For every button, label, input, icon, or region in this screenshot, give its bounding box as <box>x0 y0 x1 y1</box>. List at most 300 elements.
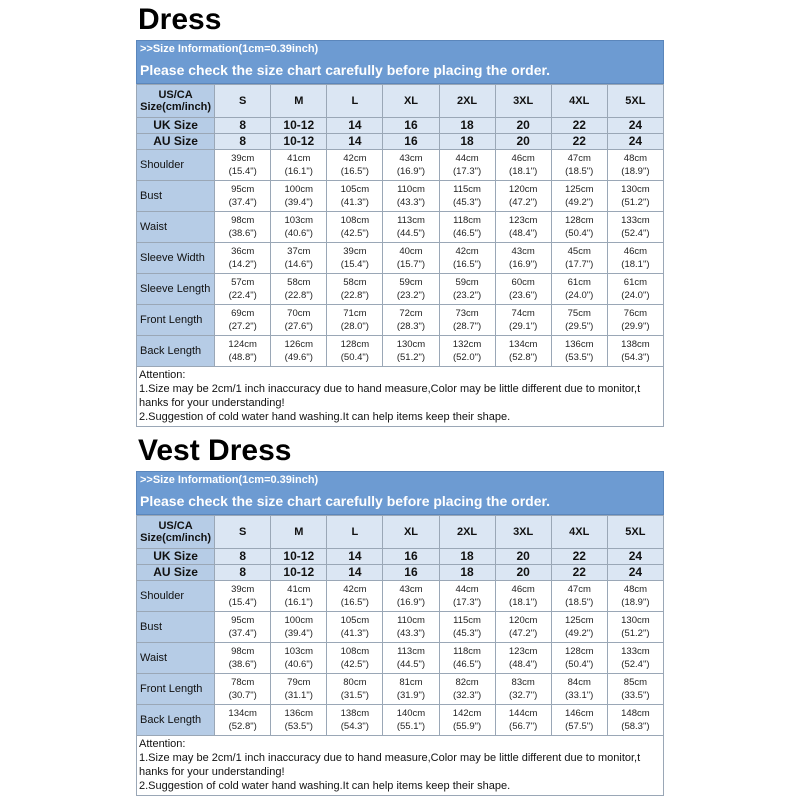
measurement-inch: (41.3") <box>340 197 369 208</box>
size-column-header: M <box>271 516 327 549</box>
size-cell: 24 <box>607 565 663 581</box>
size-cell: 22 <box>551 118 607 134</box>
measurement-cm: 72cm <box>399 308 423 319</box>
measurement-cell <box>215 643 271 674</box>
measurement-cm: 47cm <box>567 584 591 595</box>
measurement-inch: (52.8") <box>509 352 538 363</box>
measurement-cm: 138cm <box>621 339 650 350</box>
size-info-banner <box>136 40 664 84</box>
measurement-cm: 58cm <box>287 277 311 288</box>
measurement-cm: 82cm <box>455 677 479 688</box>
measurement-cm: 130cm <box>621 184 650 195</box>
measurement-cm: 124cm <box>228 339 257 350</box>
measurement-cell <box>439 305 495 336</box>
measurement-inch: (17.7") <box>565 259 594 270</box>
measurement-inch: (46.5") <box>452 228 482 239</box>
measurement-cell <box>495 243 551 274</box>
measurement-row <box>137 212 664 243</box>
measurement-cell <box>215 581 271 612</box>
measurement-cm: 61cm <box>623 277 648 288</box>
attention-line: Attention: <box>139 369 186 381</box>
measurement-row <box>137 150 664 181</box>
uk-size-row <box>137 549 664 565</box>
measurement-label: Back Length <box>137 705 215 736</box>
measurement-inch: (22.4") <box>228 290 257 301</box>
measurement-inch: (16.9") <box>396 597 426 608</box>
measurement-cm: 110cm <box>397 184 425 195</box>
measurement-cell <box>271 705 327 736</box>
measurement-cell <box>551 150 607 181</box>
measurement-cell <box>551 612 607 643</box>
measurement-cm: 71cm <box>343 308 367 319</box>
measurement-cell <box>439 150 495 181</box>
measurement-cm: 128cm <box>564 215 594 226</box>
size-column-header: 2XL <box>439 85 495 118</box>
measurement-label: Bust <box>137 181 215 212</box>
measurement-cell <box>495 705 551 736</box>
measurement-inch: (52.0") <box>452 352 482 363</box>
measurement-cell <box>551 305 607 336</box>
measurement-cell <box>607 705 663 736</box>
measurement-cell <box>607 150 663 181</box>
measurement-cm: 113cm <box>397 646 425 657</box>
measurement-cell <box>607 674 663 705</box>
measurement-inch: (44.5") <box>396 659 426 670</box>
measurement-cm: 118cm <box>453 215 481 226</box>
measurement-inch: (23.6") <box>509 290 538 301</box>
measurement-cm: 103cm <box>284 215 314 226</box>
measurement-cm: 39cm <box>231 153 255 164</box>
measurement-cell <box>271 243 327 274</box>
measurement-inch: (51.2") <box>621 197 650 208</box>
measurement-cm: 132cm <box>452 339 482 350</box>
size-cell: 14 <box>327 549 383 565</box>
attention-line: hanks for your understanding! <box>139 766 285 778</box>
measurement-cm: 48cm <box>623 153 648 164</box>
measurement-cm: 108cm <box>340 646 370 657</box>
measurement-cm: 138cm <box>340 708 370 719</box>
measurement-inch: (16.5") <box>340 166 369 177</box>
measurement-cm: 118cm <box>453 646 481 657</box>
size-cell: 8 <box>215 565 271 581</box>
measurement-inch: (23.2") <box>396 290 426 301</box>
measurement-cell <box>327 705 383 736</box>
measurement-cell <box>439 274 495 305</box>
measurement-cm: 42cm <box>455 246 479 257</box>
size-column-header: 4XL <box>551 516 607 549</box>
measurement-inch: (33.1") <box>565 690 594 701</box>
measurement-cm: 123cm <box>508 215 538 226</box>
measurement-cell <box>383 336 439 367</box>
measurement-label: Shoulder <box>137 150 215 181</box>
size-info-banner <box>136 471 664 515</box>
attention-line: 1.Size may be 2cm/1 inch inaccuracy due to hand measure,Color may be little different due to monitor,t <box>139 383 641 395</box>
measurement-cm: 69cm <box>231 308 255 319</box>
measurement-inch: (32.7") <box>509 690 538 701</box>
size-cell: 24 <box>607 118 663 134</box>
measurement-cell <box>607 643 663 674</box>
measurement-cm: 98cm <box>231 215 255 226</box>
measurement-cell <box>383 581 439 612</box>
measurement-cm: 130cm <box>396 339 426 350</box>
measurement-inch: (16.5") <box>340 597 369 608</box>
measurement-cm: 140cm <box>396 708 426 719</box>
size-cell: 8 <box>215 118 271 134</box>
measurement-cell <box>495 305 551 336</box>
measurement-cm: 36cm <box>231 246 255 257</box>
measurement-cm: 44cm <box>455 584 479 595</box>
measurement-inch: (57.5") <box>565 721 594 732</box>
measurement-inch: (43.3") <box>396 628 426 639</box>
measurement-inch: (14.2") <box>228 259 257 270</box>
measurement-inch: (37.4") <box>228 197 257 208</box>
measurement-cm: 42cm <box>343 584 367 595</box>
measurement-cm: 98cm <box>231 646 255 657</box>
measurement-cm: 44cm <box>455 153 479 164</box>
measurement-cm: 144cm <box>508 708 538 719</box>
measurement-cm: 61cm <box>567 277 591 288</box>
measurement-cell <box>271 150 327 181</box>
measurement-inch: (54.3") <box>621 352 650 363</box>
measurement-inch: (38.6") <box>228 228 257 239</box>
measurement-inch: (31.1") <box>284 690 313 701</box>
measurement-cell <box>327 181 383 212</box>
measurement-cm: 45cm <box>567 246 591 257</box>
measurement-cm: 60cm <box>511 277 535 288</box>
measurement-cm: 125cm <box>564 615 594 626</box>
size-cell: 16 <box>383 549 439 565</box>
measurement-cm: 42cm <box>343 153 367 164</box>
measurement-cm: 142cm <box>452 708 482 719</box>
measurement-cm: 80cm <box>343 677 367 688</box>
measurement-inch: (37.4") <box>228 628 257 639</box>
measurement-cell <box>327 643 383 674</box>
measurement-inch: (51.2") <box>621 628 650 639</box>
size-cell: 18 <box>439 134 495 150</box>
measurement-cell <box>495 274 551 305</box>
measurement-row <box>137 612 664 643</box>
size-header-row <box>137 516 664 549</box>
measurement-cell <box>495 643 551 674</box>
measurement-cm: 128cm <box>340 339 370 350</box>
measurement-cell <box>551 643 607 674</box>
measurement-cell <box>383 243 439 274</box>
size-row-label: UK Size <box>137 118 215 134</box>
size-column-header: S <box>215 85 271 118</box>
measurement-cell <box>383 212 439 243</box>
measurement-cell <box>215 705 271 736</box>
measurement-label: Sleeve Width <box>137 243 215 274</box>
measurement-cell <box>383 612 439 643</box>
measurement-inch: (51.2") <box>396 352 426 363</box>
measurement-inch: (39.4") <box>284 197 313 208</box>
measurement-inch: (50.4") <box>565 659 594 670</box>
size-check-notice: Please check the size chart carefully before placing the order. <box>140 493 551 509</box>
measurement-cell <box>215 674 271 705</box>
measurement-cm: 115cm <box>453 184 481 195</box>
size-cell: 18 <box>439 118 495 134</box>
size-column-header: 3XL <box>495 516 551 549</box>
measurement-cm: 74cm <box>511 308 535 319</box>
measurement-cell <box>495 674 551 705</box>
measurement-cm: 123cm <box>508 646 538 657</box>
measurement-cm: 85cm <box>623 677 648 688</box>
measurement-cm: 136cm <box>564 339 594 350</box>
measurement-label: Waist <box>137 212 215 243</box>
measurement-inch: (30.7") <box>228 690 257 701</box>
measurement-cm: 39cm <box>231 584 255 595</box>
attention-line: 1.Size may be 2cm/1 inch inaccuracy due to hand measure,Color may be little different due to monitor,t <box>139 752 641 764</box>
measurement-cm: 130cm <box>621 615 650 626</box>
measurement-cm: 57cm <box>231 277 255 288</box>
size-info-line: >>Size Information(1cm=0.39inch) <box>140 43 319 55</box>
vest-dress-title: Vest Dress <box>138 434 292 467</box>
measurement-cell <box>439 212 495 243</box>
size-cell: 10-12 <box>271 118 327 134</box>
measurement-cm: 100cm <box>284 615 314 626</box>
measurement-cell <box>327 150 383 181</box>
measurement-cm: 37cm <box>287 246 311 257</box>
measurement-cm: 120cm <box>508 184 538 195</box>
measurement-cell <box>271 581 327 612</box>
measurement-inch: (43.3") <box>396 197 426 208</box>
measurement-cm: 110cm <box>397 615 425 626</box>
measurement-inch: (18.9") <box>621 597 650 608</box>
measurement-inch: (45.3") <box>452 628 482 639</box>
measurement-inch: (32.3") <box>452 690 482 701</box>
measurement-cm: 46cm <box>511 153 535 164</box>
measurement-cm: 103cm <box>284 646 314 657</box>
measurement-cell <box>383 705 439 736</box>
measurement-inch: (28.3") <box>396 321 426 332</box>
measurement-cm: 41cm <box>287 584 311 595</box>
size-table <box>136 515 664 736</box>
measurement-cm: 81cm <box>399 677 423 688</box>
measurement-cell <box>495 181 551 212</box>
measurement-inch: (41.3") <box>340 628 369 639</box>
au-size-row <box>137 565 664 581</box>
measurement-cm: 113cm <box>397 215 425 226</box>
measurement-inch: (54.3") <box>340 721 369 732</box>
measurement-label: Front Length <box>137 305 215 336</box>
measurement-inch: (24.0") <box>565 290 594 301</box>
measurement-inch: (49.2") <box>565 628 594 639</box>
measurement-inch: (16.5") <box>452 259 482 270</box>
measurement-inch: (16.9") <box>396 166 426 177</box>
size-column-header: 3XL <box>495 85 551 118</box>
measurement-cell <box>215 336 271 367</box>
size-column-header: M <box>271 85 327 118</box>
measurement-cm: 73cm <box>455 308 479 319</box>
measurement-inch: (23.2") <box>452 290 482 301</box>
measurement-cm: 95cm <box>231 615 255 626</box>
dress-title: Dress <box>138 3 222 36</box>
measurement-cell <box>383 305 439 336</box>
measurement-inch: (53.5") <box>284 721 313 732</box>
size-cell: 22 <box>551 134 607 150</box>
size-cell: 20 <box>495 118 551 134</box>
measurement-cm: 120cm <box>508 615 538 626</box>
measurement-inch: (58.3") <box>621 721 650 732</box>
measurement-cell <box>495 612 551 643</box>
measurement-cm: 46cm <box>511 584 535 595</box>
measurement-inch: (15.4") <box>228 166 257 177</box>
measurement-label: Sleeve Length <box>137 274 215 305</box>
measurement-cell <box>271 612 327 643</box>
measurement-inch: (46.5") <box>452 659 482 670</box>
measurement-inch: (18.5") <box>565 597 594 608</box>
measurement-cm: 146cm <box>564 708 594 719</box>
measurement-cell <box>383 181 439 212</box>
measurement-cm: 133cm <box>621 215 650 226</box>
measurement-inch: (18.1") <box>509 166 538 177</box>
measurement-cell <box>495 581 551 612</box>
measurement-cm: 43cm <box>399 153 423 164</box>
measurement-cm: 134cm <box>508 339 538 350</box>
measurement-inch: (29.5") <box>565 321 594 332</box>
measurement-inch: (27.2") <box>228 321 257 332</box>
measurement-inch: (29.9") <box>621 321 650 332</box>
measurement-inch: (48.4") <box>509 228 538 239</box>
measurement-cell <box>327 212 383 243</box>
size-row-label: AU Size <box>137 565 215 581</box>
measurement-cell <box>551 274 607 305</box>
measurement-cm: 76cm <box>623 308 648 319</box>
attention-note <box>136 367 664 427</box>
measurement-cm: 46cm <box>623 246 648 257</box>
measurement-cm: 83cm <box>511 677 535 688</box>
measurement-inch: (18.5") <box>565 166 594 177</box>
measurement-cell <box>215 305 271 336</box>
size-cell: 18 <box>439 549 495 565</box>
measurement-inch: (52.8") <box>228 721 257 732</box>
size-column-header: 5XL <box>607 85 663 118</box>
measurement-cell <box>551 581 607 612</box>
measurement-cell <box>551 705 607 736</box>
measurement-cm: 58cm <box>343 277 367 288</box>
measurement-inch: (18.1") <box>621 259 650 270</box>
measurement-cm: 59cm <box>399 277 423 288</box>
measurement-inch: (47.2") <box>509 197 538 208</box>
measurement-inch: (42.5") <box>340 228 369 239</box>
size-column-header: 2XL <box>439 516 495 549</box>
measurement-cell <box>551 336 607 367</box>
measurement-row <box>137 581 664 612</box>
measurement-inch: (47.2") <box>509 628 538 639</box>
uk-size-row <box>137 118 664 134</box>
size-column-header: S <box>215 516 271 549</box>
measurement-inch: (24.0") <box>621 290 650 301</box>
measurement-cm: 78cm <box>231 677 255 688</box>
measurement-cm: 59cm <box>455 277 479 288</box>
measurement-label: Front Length <box>137 674 215 705</box>
measurement-cell <box>439 336 495 367</box>
size-column-header: 5XL <box>607 516 663 549</box>
measurement-inch: (27.6") <box>284 321 313 332</box>
size-cell: 20 <box>495 549 551 565</box>
attention-line: hanks for your understanding! <box>139 397 285 409</box>
measurement-cell <box>215 181 271 212</box>
size-row-label: AU Size <box>137 134 215 150</box>
measurement-cell <box>383 274 439 305</box>
measurement-inch: (16.9") <box>509 259 538 270</box>
measurement-inch: (33.5") <box>621 690 650 701</box>
measurement-cm: 125cm <box>564 184 594 195</box>
measurement-inch: (16.1") <box>284 166 313 177</box>
measurement-cell <box>607 612 663 643</box>
measurement-inch: (44.5") <box>396 228 426 239</box>
measurement-row <box>137 243 664 274</box>
size-cell: 20 <box>495 134 551 150</box>
measurement-cell <box>215 150 271 181</box>
attention-line: 2.Suggestion of cold water hand washing.It can help items keep their shape. <box>139 780 511 792</box>
measurement-cm: 79cm <box>287 677 311 688</box>
measurement-cell <box>327 612 383 643</box>
measurement-inch: (50.4") <box>340 352 369 363</box>
measurement-cm: 70cm <box>287 308 311 319</box>
measurement-cm: 40cm <box>399 246 423 257</box>
measurement-cm: 75cm <box>567 308 591 319</box>
size-cell: 10-12 <box>271 134 327 150</box>
measurement-row <box>137 643 664 674</box>
measurement-inch: (31.9") <box>396 690 426 701</box>
measurement-row <box>137 336 664 367</box>
size-cell: 14 <box>327 134 383 150</box>
measurement-inch: (49.6") <box>284 352 313 363</box>
measurement-inch: (29.1") <box>509 321 538 332</box>
measurement-cell <box>439 643 495 674</box>
measurement-cell <box>271 305 327 336</box>
measurement-inch: (53.5") <box>565 352 594 363</box>
measurement-label: Waist <box>137 643 215 674</box>
measurement-inch: (14.6") <box>284 259 313 270</box>
measurement-inch: (50.4") <box>565 228 594 239</box>
measurement-cell <box>495 150 551 181</box>
size-cell: 16 <box>383 565 439 581</box>
size-row-label: UK Size <box>137 549 215 565</box>
measurement-label: Shoulder <box>137 581 215 612</box>
measurement-inch: (18.9") <box>621 166 650 177</box>
measurement-row <box>137 705 664 736</box>
size-cell: 14 <box>327 118 383 134</box>
vest-dress-size-chart <box>136 471 664 796</box>
measurement-cell <box>439 705 495 736</box>
attention-line: Attention: <box>139 738 186 750</box>
measurement-inch: (22.8") <box>340 290 369 301</box>
measurement-cell <box>383 674 439 705</box>
measurement-label: Bust <box>137 612 215 643</box>
measurement-cm: 115cm <box>453 615 481 626</box>
measurement-cell <box>607 581 663 612</box>
measurement-cell <box>439 612 495 643</box>
measurement-cell <box>327 305 383 336</box>
measurement-row <box>137 674 664 705</box>
measurement-label: Back Length <box>137 336 215 367</box>
measurement-inch: (48.8") <box>228 352 257 363</box>
measurement-cell <box>327 274 383 305</box>
measurement-cell <box>215 243 271 274</box>
measurement-cm: 41cm <box>287 153 311 164</box>
measurement-inch: (16.1") <box>284 597 313 608</box>
measurement-cm: 84cm <box>567 677 591 688</box>
size-table <box>136 84 664 367</box>
measurement-cell <box>327 581 383 612</box>
size-cell: 14 <box>327 565 383 581</box>
measurement-cell <box>271 212 327 243</box>
measurement-cm: 48cm <box>623 584 648 595</box>
measurement-cm: 148cm <box>621 708 650 719</box>
measurement-cell <box>607 181 663 212</box>
